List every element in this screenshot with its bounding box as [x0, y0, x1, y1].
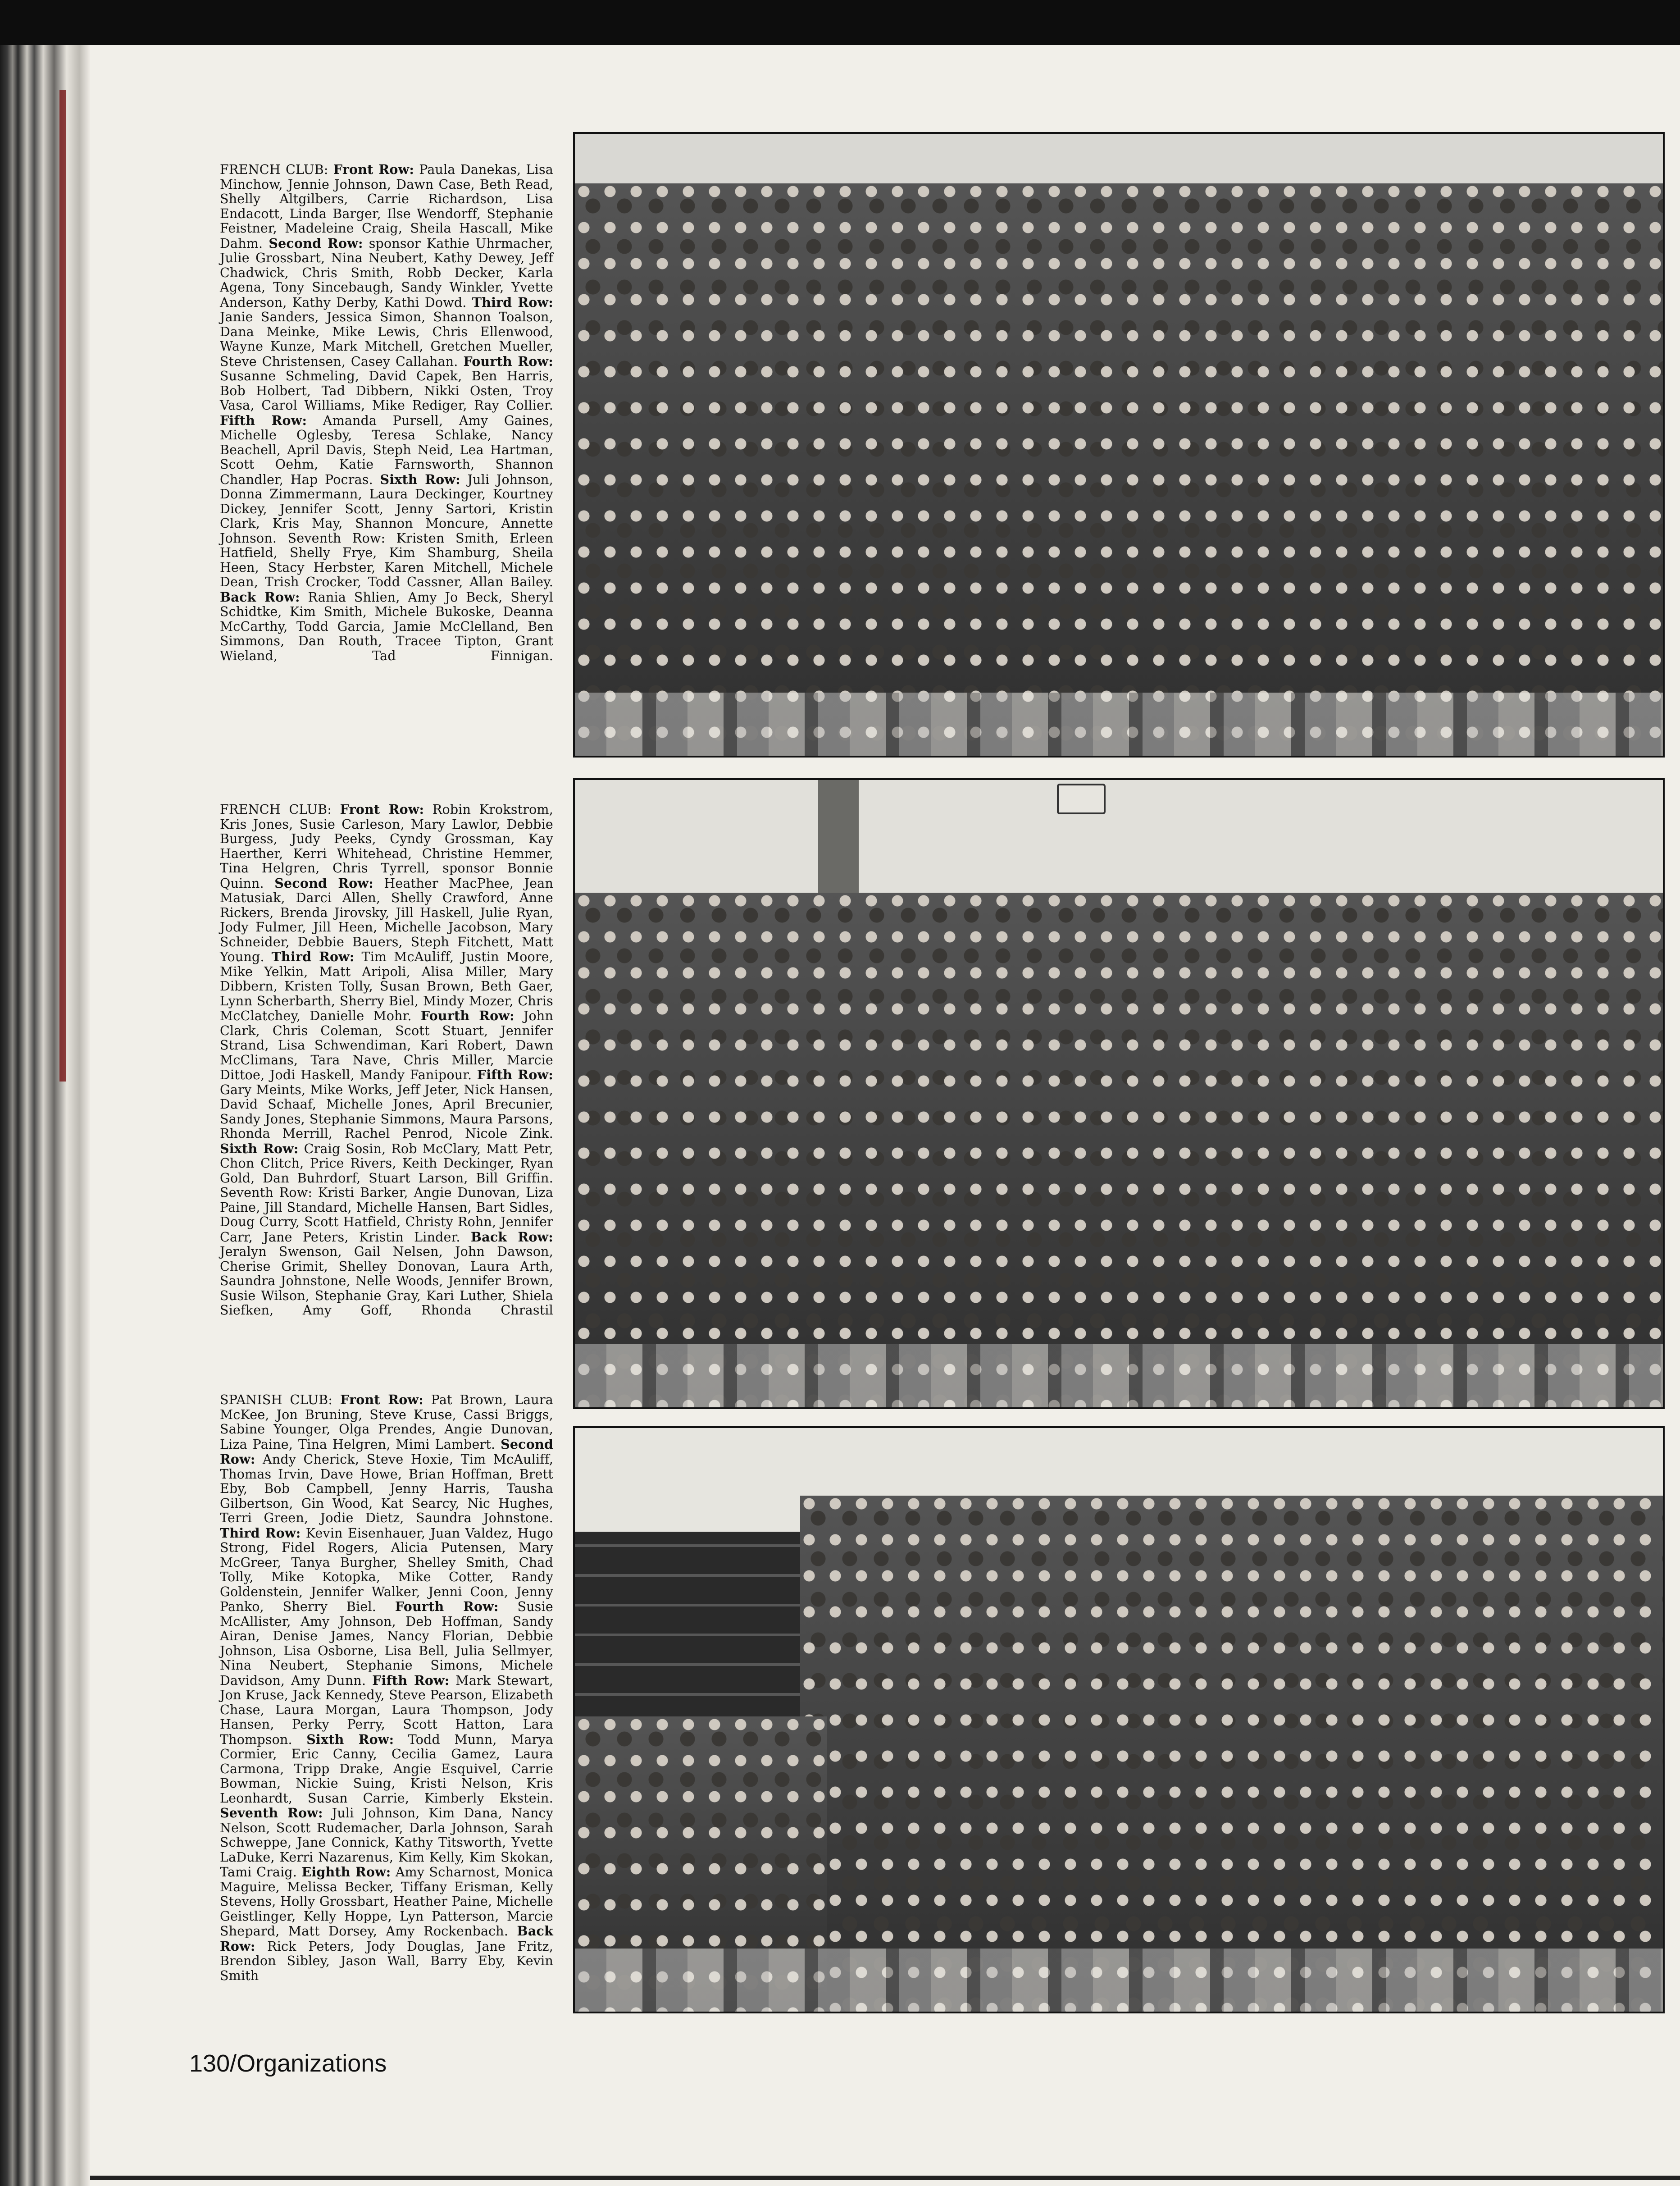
- front-row-legs: [575, 1949, 1663, 2012]
- caption-text: Paula Danekas, Lisa Minchow, Jennie Johnson, Dawn Case, Beth Read, Shelly Altgilbers, Carrie Richardson, Lisa Endacott, Linda Barger, Ilse Wendorff, Stephanie Feistner, Madeleine Craig, Sheila Hascall, Mike Dahm.: [220, 162, 553, 251]
- caption-text: Todd Munn, Marya Cormier, Eric Canny, Cecilia Gamez, Laura Carmona, Tripp Drake, Angie Esquivel, Carrie Bowman, Nickie Suing, Kristi Nelson, Kris Leonhardt, Susan Carrie, Kimberly Ekstein.: [220, 1732, 553, 1806]
- row-label: Back Row:: [220, 1923, 553, 1954]
- row-label: Second Row:: [269, 235, 363, 251]
- row-label: Sixth Row:: [306, 1731, 394, 1747]
- row-label: Sixth Row:: [220, 1141, 299, 1156]
- caption-text: Pat Brown, Laura McKee, Jon Bruning, Steve Kruse, Cassi Briggs, Sabine Younger, Olga Prendes, Angie Dunovan, Liza Paine, Tina Helgren, Mimi Lambert.: [220, 1392, 553, 1452]
- book-spine-binding: [0, 45, 90, 2186]
- row-label: Third Row:: [271, 949, 355, 964]
- caption-text: Heather MacPhee, Jean Matusiak, Darci Allen, Shelly Crawford, Anne Rickers, Brenda Jirovsky, Jill Haskell, Julie Ryan, Jody Fulmer, Jill Heen, Michelle Jacobson, Mary Schneider, Debbie Bauers, Steph Fitchett, Matt Young.: [220, 876, 553, 964]
- group-crowd: [575, 183, 1663, 756]
- row-label: Front Row:: [340, 802, 424, 817]
- row-label: Front Row:: [333, 162, 414, 177]
- caption-text: Gary Meints, Mike Works, Jeff Jeter, Nick Hansen, David Schaaf, Michelle Jones, April Brecunier, Sandy Jones, Stephanie Simmons, Maura Parsons, Rhonda Merrill, Rachel Penrod, Nicole Zink.: [220, 1082, 553, 1141]
- caption-text: sponsor Kathie Uhrmacher, Julie Grossbart, Nina Neubert, Kathy Dewey, Jeff Chadwick, Chris Smith, Robb Decker, Karla Agena, Tony Sincebaugh, Sandy Winkler, Yvette Anderson, Kathy Derby, Kathi Dowd.: [220, 236, 553, 310]
- caption-text: Rania Shlien, Amy Jo Beck, Sheryl Schidtke, Kim Smith, Michele Bukoske, Deanna McCarthy, Todd Garcia, Jamie McClelland, Ben Simmons, Dan Routh, Tracee Tipton, Grant Wieland, Tad Finnigan.: [220, 589, 553, 663]
- row-label: Front Row:: [340, 1392, 423, 1407]
- caption-text: Amy Scharnost, Monica Maguire, Melissa Becker, Tiffany Erisman, Kelly Stevens, Holly Grossbart, Heather Paine, Michelle Geistlinger, Kelly Hoppe, Lyn Patterson, Marcie Shepard, Matt Dorsey, Amy Rockenbach.: [220, 1865, 553, 1939]
- row-label: Fifth Row:: [220, 412, 307, 428]
- row-label: Fourth Row:: [395, 1599, 499, 1614]
- row-label: Back Row:: [220, 589, 300, 605]
- caption-text: Amanda Pursell, Amy Gaines, Michelle Oglesby, Teresa Schlake, Nancy Beachell, April Davis, Steph Neid, Lea Hartman, Scott Oehm, Katie Farnsworth, Shannon Chandler, Hap Pocras.: [220, 413, 553, 487]
- caption-text: John Clark, Chris Coleman, Scott Stuart, Jennifer Strand, Lisa Schwendiman, Kari Robert, Dawn McClimans, Tara Nave, Chris Miller, Marcie Dittoe, Jodi Haskell, Mandy Fanipour.: [220, 1009, 554, 1082]
- row-label: Fifth Row:: [372, 1672, 450, 1688]
- page-folio: 130/Organizations: [189, 2050, 387, 2077]
- french-club-photo-2: [573, 778, 1665, 1409]
- french-club-caption-1: [220, 162, 553, 663]
- caption-text: Jeralyn Swenson, Gail Nelsen, John Dawson, Cherise Grimit, Shelley Donovan, Laura Arth, Saundra Johnstone, Nelle Woods, Jennifer Brown, Susie Wilson, Stephanie Gray, Kari Luther, Shiela Siefken, Amy Goff, Rhonda Chrastil: [220, 1244, 553, 1318]
- caption-text: Rick Peters, Jody Douglas, Jane Fritz, Brendon Sibley, Jason Wall, Barry Eby, Kevin Smith: [220, 1939, 553, 1983]
- front-row-legs: [575, 1344, 1663, 1407]
- caption-text: Susanne Schmeling, David Capek, Ben Harris, Bob Holbert, Tad Dibbern, Nikki Osten, Troy Vasa, Carol Williams, Mike Rediger, Ray Collier.: [220, 369, 553, 413]
- row-label: Third Row:: [220, 1525, 301, 1541]
- group-crowd: [800, 1496, 1663, 2012]
- row-label: Fifth Row:: [477, 1067, 553, 1082]
- french-club-caption-2: [220, 802, 553, 1318]
- spanish-club-caption: [220, 1392, 553, 1983]
- group-crowd: [575, 893, 1663, 1407]
- row-label: Sixth Row:: [380, 471, 460, 487]
- caption-text: Andy Cherick, Steve Hoxie, Tim McAuliff, Thomas Irvin, Dave Howe, Brian Hoffman, Brett Eby, Bob Campbell, Jenny Harris, Tausha Gilbertson, Gin Wood, Kat Searcy, Nic Hughes, Terri Green, Jodie Dietz, Saundra Johnstone.: [220, 1452, 553, 1525]
- spanish-club-photo: [573, 1426, 1665, 2013]
- caption-text: Tim McAuliff, Justin Moore, Mike Yelkin, Matt Aripoli, Alisa Miller, Mary Dibbern, Kristen Tolly, Susan Brown, Beth Gaer, Lynn Scherbarth, Sherry Biel, Mindy Mozer, Chris McClatchey, Danielle Mohr.: [220, 949, 553, 1023]
- row-label: Second Row:: [220, 1436, 553, 1467]
- top-black-band: [0, 0, 1680, 45]
- caption-text: Craig Sosin, Rob McClary, Matt Petr, Chon Clitch, Price Rivers, Keith Deckinger, Ryan Gold, Dan Buhrdorf, Stuart Larson, Bill Griffin. Seventh Row: Kristi Barker, Angie Dunovan, Liza Paine, Jill Standard, Michelle Hansen, Bart Sidles, Doug Curry, Scott Hatfield, Christy Rohn, Jennifer Carr, Jane Peters, Kristin Linder.: [220, 1141, 553, 1245]
- row-label: Second Row:: [274, 875, 373, 891]
- caption-text: Mark Stewart, Jon Kruse, Jack Kennedy, Steve Pearson, Elizabeth Chase, Laura Morgan, Laura Thompson, Jody Hansen, Perky Perry, Scott Hatton, Lara Thompson.: [220, 1673, 553, 1747]
- row-label: Seventh Row:: [220, 1805, 323, 1821]
- caption-text: Juli Johnson, Donna Zimmermann, Laura Deckinger, Kourtney Dickey, Jennifer Scott, Jenny Sartori, Kristin Clark, Kris May, Shannon Moncure, Annette Johnson. Seventh Row: Kristen Smith, Erleen Hatfield, Shelly Frye, Kim Shamburg, Sheila Heen, Stacy Herbster, Karen Mitchell, Michele Dean, Trish Crocker, Todd Cassner, Allan Bailey.: [220, 472, 553, 589]
- spine-red-ribbon: [59, 90, 66, 1082]
- caption-text: SPANISH CLUB:: [220, 1392, 341, 1407]
- caption-text: FRENCH CLUB:: [220, 802, 340, 817]
- french-club-photo-1: [573, 132, 1665, 758]
- caption-text: FRENCH CLUB:: [220, 162, 333, 177]
- row-label: Eighth Row:: [301, 1864, 391, 1880]
- caption-text: Janie Sanders, Jessica Simon, Shannon Toalson, Dana Meinke, Mike Lewis, Chris Ellenwood, Wayne Kunze, Mark Mitchell, Gretchen Mueller, Steve Christensen, Casey Callahan.: [220, 310, 553, 369]
- row-label: Fourth Row:: [420, 1008, 514, 1023]
- wall-clock-icon: [1057, 784, 1106, 814]
- bottom-rule: [90, 2176, 1680, 2180]
- caption-text: Robin Krokstrom, Kris Jones, Susie Carleson, Mary Lawlor, Debbie Burgess, Judy Peeks, Cyndy Grossman, Kay Haerther, Kerri Whitehead, Christine Hemmer, Tina Helgren, Chris Tyrrell, sponsor Bonnie Quinn.: [220, 802, 553, 891]
- row-label: Back Row:: [470, 1229, 553, 1245]
- row-label: Fourth Row:: [463, 353, 554, 369]
- caption-text: Susie McAllister, Amy Johnson, Deb Hoffman, Sandy Airan, Denise James, Nancy Florian, Debbie Johnson, Lisa Osborne, Lisa Bell, Julia Sellmyer, Nina Neubert, Stephanie Simons, Michele Davidson, Amy Dunn.: [220, 1599, 553, 1688]
- caption-text: Kevin Eisenhauer, Juan Valdez, Hugo Strong, Fidel Rogers, Alicia Putensen, Mary McGreer, Tanya Burgher, Shelley Smith, Chad Tolly, Mike Kotopka, Mike Cotter, Randy Goldenstein, Jennifer Walker, Jenni Coon, Jenny Panko, Sherry Biel.: [220, 1525, 553, 1614]
- row-label: Third Row:: [472, 294, 554, 310]
- front-row-legs: [575, 693, 1663, 756]
- caption-text: Juli Johnson, Kim Dana, Nancy Nelson, Scott Rudemacher, Darla Johnson, Sarah Schweppe, Jane Connick, Kathy Titsworth, Yvette LaDuke, Kerri Nazarenus, Kim Kelly, Kim Skokan, Tami Craig.: [220, 1806, 553, 1880]
